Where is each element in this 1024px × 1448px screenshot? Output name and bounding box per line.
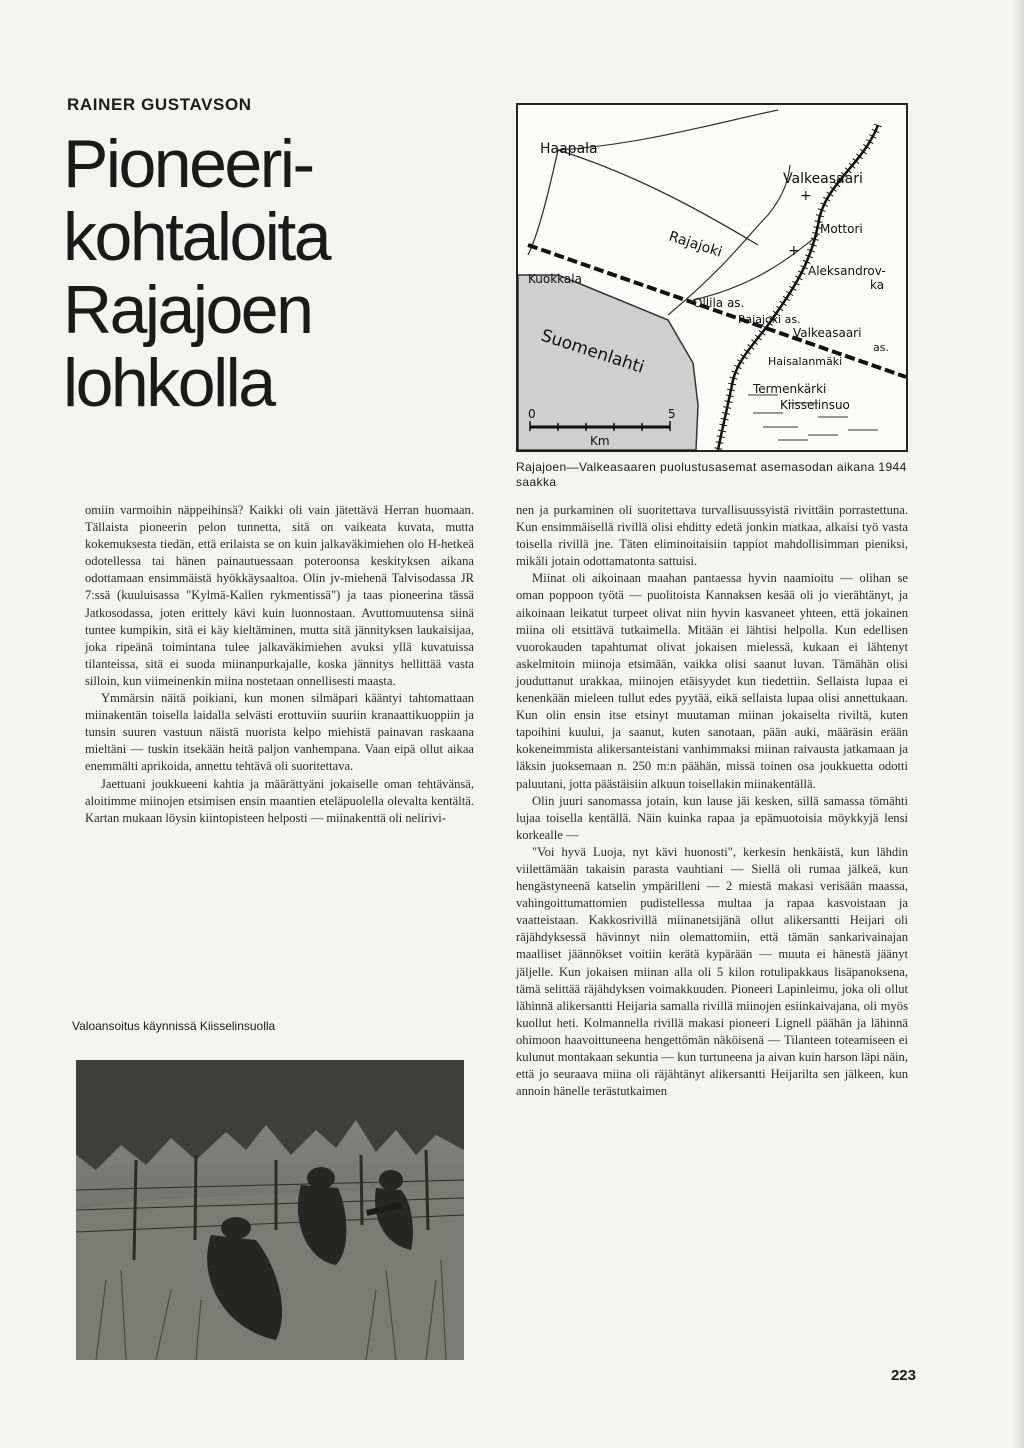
map-caption: Rajajoen—Valkeasaaren puolustusasemat asemasodan aikana 1944 saakka xyxy=(516,460,907,489)
map-label: as. xyxy=(873,341,889,354)
scale-unit: Km xyxy=(590,434,610,448)
paragraph: nen ja purkaminen oli suoritettava turvallisuussyistä rivittäin porrastettuna. Kun ensimmäisellä rivillä olisi ehditty edetä jonkin matkaa, alkaisi työ vasta toisella rivillä jne. Täten eliminoitaisiin tappiot mahdollisimman pieniksi, mikäli jotain odottamatonta sattuisi. xyxy=(516,503,908,569)
map-figure xyxy=(516,103,908,452)
paragraph: Miinat oli aikoinaan maahan pantaessa hyvin naamioitu — olihan se oman poppoon työtä — puolitoista Kannaksen kesää oli jo vierähtänyt, ja aikoinaan leikatut turpeet olivat niin hyvin kasvaneet yhteen, että jokainen miina oli etsittävä tutkaimella. Mitään ei lähtisi helpolla. Kun edellisen vuorokauden tapahtumat olivat jokaisen mielessä, kukaan ei lähtenyt askelmitoin miinoja etsimään, vaikka olisi saanut luvan. Tämähän olisi jouduttanut urakkaa, miinojen etäisyydet kun tiedettiin. Sellaista lupaa ei kenenkään mieleen tullut edes pyytää, eikä sellaista lupaa olisi annettukaan. Kun olin ensin itse etsinyt muutaman miinan jokaiselta riviltä, kuten tapoihini kuului, ja saanut, kuten sanotaan, pään auki, määräsin erään kokeneimmista alikersanteistani vanhimmaksi miinan raivausta jatkamaan ja läksin juoksemaan n. 250 m:n päähän, missä toinen osa joukkuetta odotti paluutani, jotta päästäisiin alkuun toisellakin miinakentällä. xyxy=(516,571,908,791)
paragraph: Jaettuani joukkueeni kahtia ja määrättyäni jokaiselle oman tehtävänsä, aloitimme miinojen etsimisen ensin maantien eteläpuolella olevalta kentältä. Kartan mukaan löysin kiintopisteen helposti — miinakenttä oli nelirivi- xyxy=(85,776,474,825)
paragraph: Ymmärsin näitä poikiani, kun monen silmäpari kääntyi tahtomattaan miinakentän toisella laidalla selvästi erottuviin suuriin kranaattikuoppiin ja tunsin suuren vastuun näistä nuorista kelpo miehistä painavan raskaana mieltäni — tuskin itsekään heitä paljon vanhempana. Vaan eipä ollut aikaa enemmälti aprikoida, annettu tehtävä oli suoritettava. xyxy=(85,691,474,774)
map-label: Ollila as. xyxy=(693,296,745,310)
scale-label: 0 xyxy=(528,407,536,421)
map-label: Rajajoki xyxy=(666,228,724,261)
paragraph: omiin varmoihin näppeihinsä? Kaikki oli vain jätettävä Herran huomaan. Tällaista pioneerin pelon tunnetta, sitä on vaikeata kuvata, mutta kokemuksesta tiedän, että erilaista se on kuin jalkaväkimiehen olo H-hetkeä odotellessa tai hänen painautuessaan poteroonsa keskityksen aikana odottamaan ensimmäistä hyökkäysaaltoa. Olin jv-miehenä Talvisodassa JR 7:ssä (kuuluisassa "Kylmä-Kallen rykmentissä") ja taas pioneerina tässä Jatkosodassa, joten erittely kävi kuin luonnostaan. Avuttomuutensa siinä tuntee kumpikin, sitä ei käy kieltäminen, mutta sitä jännityksen laukaisijaa, joka ripeänä toimintana tulee jalkaväkimiehen avuksi yllä kuvatuissa tilanteissa, sitä ei suoda miinanpurkajalle, koska jännitys hellittää vasta silloin, kun viimeinenkin miina nostetaan onnellisesti maasta. xyxy=(85,503,474,688)
article-title xyxy=(63,128,503,420)
map-label: Haapala xyxy=(540,141,598,157)
page-number: 223 xyxy=(890,1367,916,1384)
title-line: kohtaloita xyxy=(63,199,330,275)
map-label: Termenkärki xyxy=(753,382,827,396)
map-label: Haisalanmäki xyxy=(768,355,843,368)
paragraph: "Voi hyvä Luoja, nyt kävi huonosti", kerkesin henkäistä, kun lähdin viilettämään takaisin parasta vauhtiani — Siellä oli rumaa jälkeä, kun hengästyneenä katselin ympärilleni — 2 miestä makasi verisään maassa, vahingoittumattomien pudistellessa multaa ja rapaa kasvoistaan ja vaatteistaan. Kakkosrivillä miinanetsijänä ollut alikersantti Heijari oli räjähdyksessä hävinnyt niin olemattomiin, että tämän sankarivainajan maalliset jäännökset voitiin kerätä kypärään — muuta ei hänestä jäänyt jäljelle. Kun jokaisen miinan alla oli 5 kilon rotulipakkaus lisäpanoksena, tämä selittää räjähdyksen voimakkuuden. Pioneeri Lapinleimu, joka oli ollut lähinnä alikersantti Heijaria samalla rivillä miinojen esiinkaivajana, oli myös kuollut heti. Kolmannella rivillä makasi pioneeri Lignell päähän ja lähinnä ohimoon haavoittuneena hengettömän näköisenä — Tilanteen toteamiseen ei kulunut montakaan sekuntia — kun turtuneena ja aivan kuin harson läpi näin, että jo seuraava miina oli räjähtänyt alikersantti Heijarilta sen jälkeen, kun annoin hänelle terästutkaimen xyxy=(516,844,908,1099)
map-label: Valkeasaari xyxy=(793,326,862,340)
map-label: Kiisselinsuo xyxy=(780,398,850,412)
scale-label: 5 xyxy=(668,407,676,421)
paragraph: Olin juuri sanomassa jotain, kun lause jäi kesken, sillä samassa tömähti lujaa toisella kentällä. Näin kuinka rapaa ja epämuotoisia möykkyjä lensi korkealle — xyxy=(516,793,908,842)
article-column-right xyxy=(516,502,908,1100)
road-line xyxy=(558,150,758,245)
road-line xyxy=(528,150,558,255)
map-label: Rajajoki as. xyxy=(738,313,801,326)
map-label: Aleksandrov- xyxy=(808,264,886,278)
article-column-left xyxy=(85,502,474,827)
marker-cross: + xyxy=(788,243,800,259)
photo-soldiers xyxy=(76,1060,464,1360)
map-label: Kuokkala xyxy=(528,272,582,286)
title-line: Pioneeri- xyxy=(63,126,313,202)
map-label: Mottori xyxy=(820,222,863,236)
title-line: lohkolla xyxy=(63,345,274,421)
title-line: Rajajoen xyxy=(63,272,312,348)
map-label: Suomenlahti xyxy=(538,325,647,378)
map-label: Valkeasaari xyxy=(783,171,863,187)
author-name: RAINER GUSTAVSON xyxy=(67,95,252,114)
map-label: ka xyxy=(870,278,885,292)
photo-caption: Valoansoitus käynnissä Kiisselinsuolla xyxy=(72,1019,276,1033)
photo-drawing xyxy=(76,1060,464,1360)
marker-cross: + xyxy=(800,188,812,204)
map-drawing xyxy=(518,105,906,450)
scan-edge xyxy=(1012,0,1024,1448)
